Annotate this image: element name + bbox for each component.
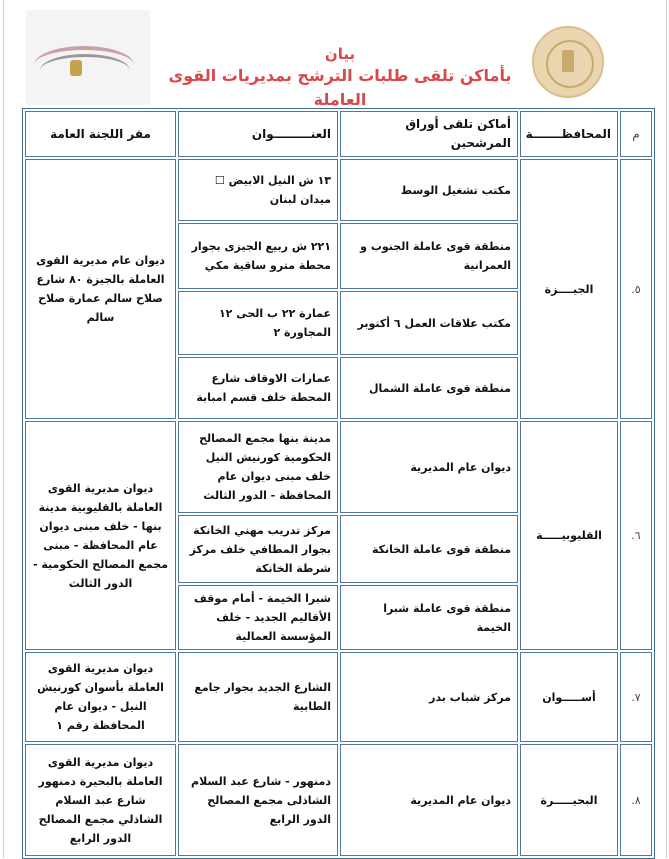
office-name-cell: مكتب تشغيل الوسط (340, 159, 518, 221)
office-address-cell: عمارات الاوقاف شارع المحطة خلف قسم امبابة (178, 357, 338, 419)
governorate-cell: الجيــــزة (520, 159, 618, 419)
row-number: ٨. (620, 744, 652, 856)
title: بيان (324, 45, 356, 63)
office-name-cell: منطقة قوى عاملة شبرا الخيمة (340, 585, 518, 650)
office-name-cell: ديوان عام المديرية (340, 421, 518, 513)
office-name-cell: منطقة قوى عاملة الخانكة (340, 515, 518, 583)
table-header-row (25, 111, 652, 157)
row-number: ٦. (620, 421, 652, 650)
office-address-cell: دمنهور - شارع عبد السلام الشاذلى مجمع المصالح الدور الرابع (178, 744, 338, 856)
row-number: ٧. (620, 652, 652, 742)
office-name-cell: مركز شباب بدر (340, 652, 518, 742)
office-name-cell: ديوان عام المديرية (340, 744, 518, 856)
header-governorate: المحافظـــــــة (520, 111, 618, 157)
subtitle: بأماكن تلقى طلبات الترشح بمديريات القوى العاملة (168, 66, 512, 109)
table-row (25, 744, 652, 856)
committee-hq-cell: ديوان مديرية القوى العاملة بأسوان كورنيش النيل - ديوان عام المحافظة رقم ١ (25, 652, 176, 742)
offices-table (22, 108, 655, 859)
flag-swoosh-icon (40, 54, 130, 87)
table-row (25, 421, 652, 513)
ministry-seal-logo (532, 26, 604, 98)
table-body (25, 159, 652, 856)
office-name-cell: مكتب علاقات العمل ٦ أكتوبر (340, 291, 518, 355)
header-num: م (620, 111, 652, 157)
office-address-cell: ١٣ ش النيل الابيض ☐ ميدان لبنان (178, 159, 338, 221)
eagle-icon (562, 50, 574, 72)
committee-hq-cell: ديوان مديرية القوى العاملة بالقليوبية مدينة بنها - خلف مبنى ديوان عام المحافظة - مبنى مجمع المصالح الحكومية - الدور الثالث (25, 421, 176, 650)
office-address-cell: مركز تدريب مهني الخانكة بجوار المطافي خلف مركز شرطة الخانكة (178, 515, 338, 583)
office-address-cell: ٢٢١ ش ربيع الجيزى بجوار محطة مترو ساقية مكي (178, 223, 338, 289)
committee-hq-cell: ديوان مديرية القوى العاملة بالبحيرة دمنهور شارع عبد السلام الشاذلي مجمع المصالح الدور الرابع (25, 744, 176, 856)
eagle-icon (70, 60, 82, 76)
office-address-cell: شبرا الخيمة - أمام موقف الأقاليم الجديد - خلف المؤسسة العمالية (178, 585, 338, 650)
governorate-cell: البحيـــــرة (520, 744, 618, 856)
committee-hq-cell: ديوان عام مديرية القوى العاملة بالجيزة ٨٠ شارع صلاح سالم عمارة صلاح سالم (25, 159, 176, 419)
header-address: العنـــــــــوان (178, 111, 338, 157)
election-committee-logo (26, 10, 150, 105)
office-address-cell: عمارة ٢٢ ب الحى ١٢ المجاورة ٢ (178, 291, 338, 355)
table-row (25, 159, 652, 221)
table-row (25, 652, 652, 742)
row-number: ٥. (620, 159, 652, 419)
office-name-cell: منطقة قوى عاملة الجنوب و العمرانية (340, 223, 518, 289)
office-address-cell: مدينة بنها مجمع المصالح الحكومية كورنيش النيل خلف مبنى ديوان عام المحافظة - الدور الثالث (178, 421, 338, 513)
office-name-cell: منطقة قوى عاملة الشمال (340, 357, 518, 419)
governorate-cell: أســـــوان (520, 652, 618, 742)
header-hq: مقر اللجنة العامة (25, 111, 176, 157)
office-address-cell: الشارع الجديد بجوار جامع الطابية (178, 652, 338, 742)
document-heading (160, 44, 520, 112)
header-offices: أماكن تلقى أوراق المرشحين (340, 111, 518, 157)
governorate-cell: القليوبيـــــة (520, 421, 618, 650)
